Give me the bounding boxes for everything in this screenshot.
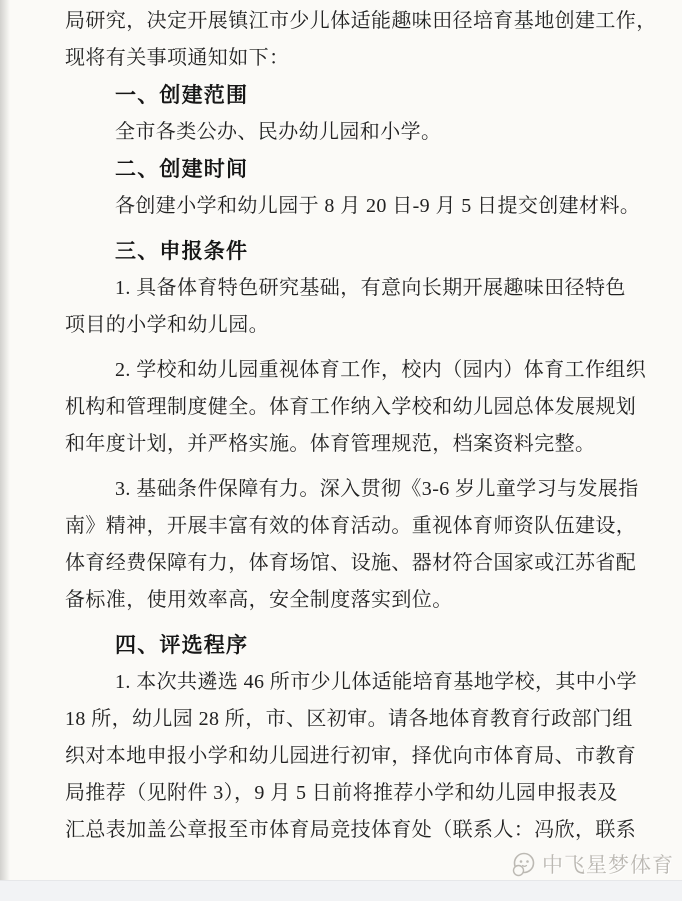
section-heading: 二、创建时间 bbox=[115, 158, 249, 181]
doc-line: 全市各类公办、民办幼儿园和小学。 bbox=[115, 121, 442, 143]
doc-line: 2. 学校和幼儿园重视体育工作，校内（园内）体育工作组织 bbox=[115, 359, 647, 381]
doc-line: 3. 基础条件保障有力。深入贯彻《3-6 岁儿童学习与发展指 bbox=[115, 478, 639, 500]
doc-line: 体育经费保障有力，体育场馆、设施、器材符合国家或江苏省配 bbox=[65, 552, 637, 574]
doc-line: 局推荐（见附件 3），9 月 5 日前将推荐小学和幼儿园申报表及 bbox=[65, 782, 618, 804]
doc-line: 机构和管理制度健全。体育工作纳入学校和幼儿园总体发展规划 bbox=[65, 396, 637, 418]
doc-line: 现将有关事项通知如下： bbox=[65, 47, 290, 69]
section-heading: 四、评选程序 bbox=[115, 634, 249, 657]
doc-line: 局研究，决定开展镇江市少儿体适能趣味田径培育基地创建工作， bbox=[65, 10, 657, 32]
doc-line: 项目的小学和幼儿园。 bbox=[65, 314, 269, 336]
doc-line: 汇总表加盖公章报至市体育局竞技体育处（联系人：冯欣，联系 bbox=[65, 819, 637, 841]
doc-line: 18 所，幼儿园 28 所，市、区初审。请各地体育教育行政部门组 bbox=[65, 708, 633, 730]
section-heading: 三、申报条件 bbox=[115, 240, 249, 263]
watermark bbox=[510, 849, 674, 879]
doc-line: 和年度计划，并严格实施。体育管理规范，档案资料完整。 bbox=[65, 433, 596, 455]
doc-line: 1. 本次共遴选 46 所市少儿体适能培育基地学校，其中小学 bbox=[115, 671, 637, 693]
doc-line: 备标准，使用效率高，安全制度落实到位。 bbox=[65, 589, 453, 611]
section-heading: 一、创建范围 bbox=[115, 84, 249, 107]
watermark-label: 中飞星梦体育 bbox=[542, 854, 674, 877]
document-body bbox=[65, 3, 657, 849]
doc-line: 1. 具备体育特色研究基础，有意向长期开展趣味田径特色 bbox=[115, 277, 626, 299]
footer-bar bbox=[0, 880, 682, 901]
panda-face-logo-icon bbox=[510, 851, 537, 878]
doc-line: 南》精神，开展丰富有效的体育活动。重视体育师资队伍建设， bbox=[65, 515, 637, 537]
doc-line: 织对本地申报小学和幼儿园进行初审，择优向市体育局、市教育 bbox=[65, 745, 637, 767]
doc-line: 各创建小学和幼儿园于 8 月 20 日-9 月 5 日提交创建材料。 bbox=[115, 195, 641, 217]
page-edge-shadow bbox=[0, 0, 10, 881]
